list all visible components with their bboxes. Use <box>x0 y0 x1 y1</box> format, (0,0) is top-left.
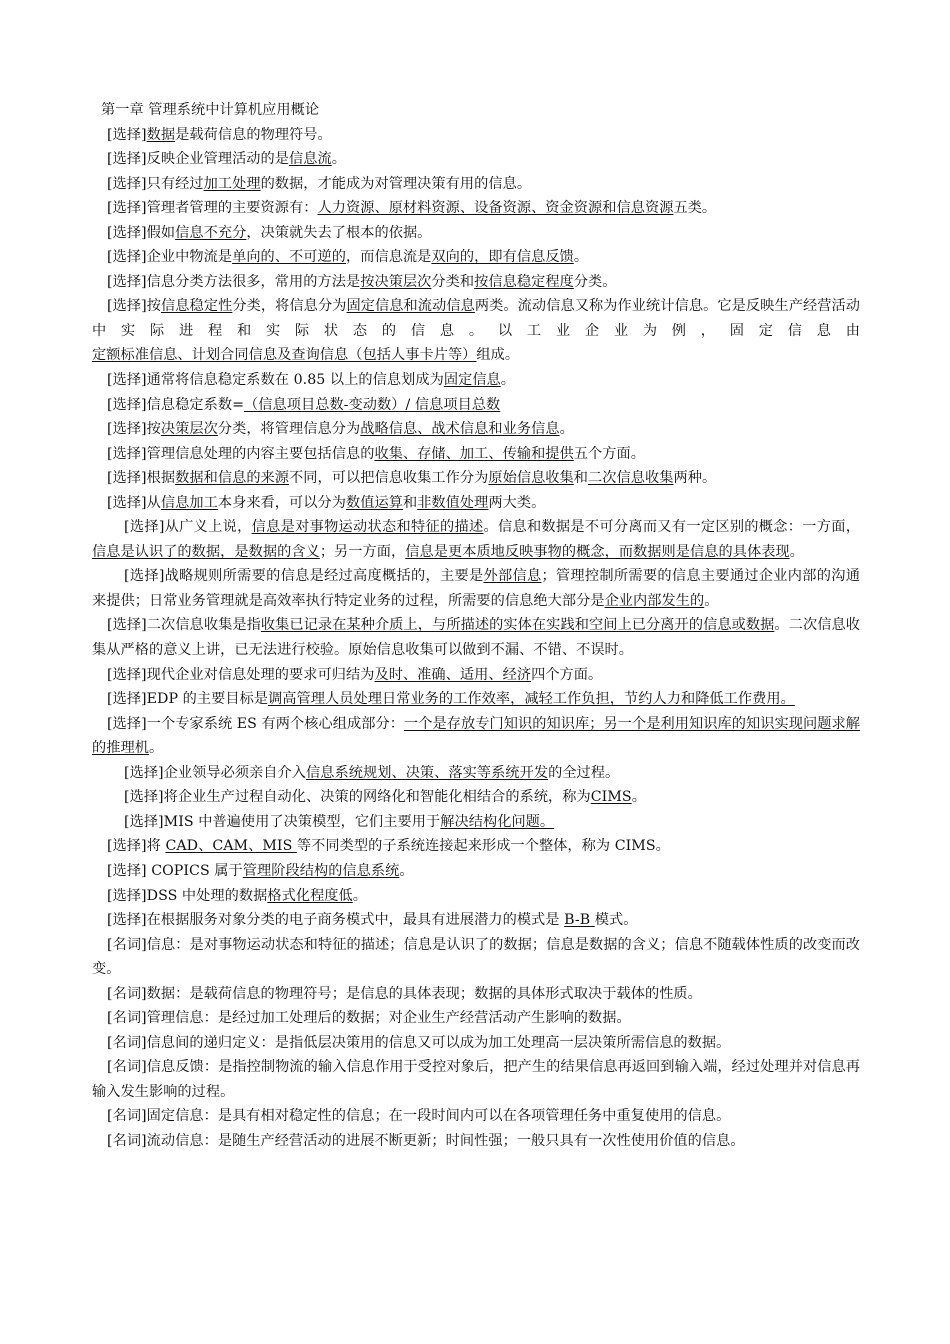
underlined-answer: 加工处理 <box>203 175 261 192</box>
text-run: [名词]信息反馈：是指控制物流的输入信息作用于受控对象后，把产生的结果信息再返回到输入端，经过处理并对信息再输入发生影响的过程。 <box>92 1059 860 1100</box>
paragraph <box>92 172 860 197</box>
text-run: [选择]管理者管理的主要资源有： <box>107 200 318 217</box>
text-run: [选择]信息分类方法很多，常用的方法是 <box>107 273 361 290</box>
paragraph <box>92 933 860 982</box>
text-run: 是载荷信息的物理符号。 <box>175 126 332 143</box>
text-run: [名词]流动信息：是随生产经营活动的进展不断更新；时间性强；一般只具有一次性使用价值的信息。 <box>107 1132 745 1149</box>
paragraph <box>92 515 860 564</box>
underlined-answer: 人力资源、原材料资源、设备资源、资金资源和信息资源 <box>317 200 674 217</box>
text-run: [选择]企业中物流是 <box>107 249 233 266</box>
underlined-answer: 收集已记录在某种介质上，与所描述的实体在实践和空间上已分离开的信息或数据 <box>260 617 775 634</box>
underlined-answer: 信息是认识了的数据，是数据的含义 <box>92 543 320 560</box>
text-run: 分类，将管理信息分为 <box>217 421 361 438</box>
chapter-title: 第一章 管理系统中计算机应用概论 <box>101 102 320 118</box>
text-run: [选择] <box>107 126 147 143</box>
text-run: [选择]信息稳定系数= <box>107 396 245 413</box>
text-run: 。 <box>573 249 589 266</box>
text-run: [选择]现代企业对信息处理的要求可归结为 <box>107 666 375 683</box>
paragraph <box>92 810 860 835</box>
underlined-answer: 及时、准确、适用、经济 <box>374 666 532 683</box>
text-run: [选择]假如 <box>107 224 176 241</box>
text-run: 组成。 <box>476 347 520 364</box>
paragraph <box>92 123 860 148</box>
text-run: 两大类。 <box>488 494 546 511</box>
text-run: 模式。 <box>594 912 638 929</box>
underlined-answer: 信息系统规划、决策、落实等系统开发 <box>306 764 549 781</box>
paragraph <box>92 712 860 761</box>
underlined-answer: CIMS <box>590 789 632 806</box>
paragraph <box>92 294 860 368</box>
underlined-answer: 解决结构化问题。 <box>440 813 555 830</box>
underlined-answer: B-B <box>564 912 595 929</box>
underlined-answer: 双向的，即有信息反馈 <box>431 249 574 266</box>
text-run: 。 <box>559 421 574 438</box>
text-run: 。 <box>399 862 414 879</box>
text-run: 等不同类型的子系统连接起来形成一个整体，称为 CIMS。 <box>296 838 670 855</box>
text-run: 分类，将信息分为 <box>232 298 347 315</box>
text-run: [选择]MIS 中普遍使用了决策模型，它们主要用于 <box>124 813 441 830</box>
paragraph <box>92 417 860 442</box>
document-body <box>92 123 860 1154</box>
paragraph <box>92 1104 860 1129</box>
paragraph <box>92 908 860 933</box>
paragraph <box>92 393 860 418</box>
text-run: [选择]战略规则所需要的信息是经过高度概括的，主要是 <box>124 568 484 585</box>
underlined-answer: 数值运算 <box>345 494 403 511</box>
underlined-answer: （信息项目总数-变动数）/ 信息项目总数 <box>244 396 501 413</box>
underlined-answer: 收集、存储、加工、传输和提供 <box>374 445 574 462</box>
paragraph <box>92 785 860 810</box>
text-run: ，而信息流是 <box>345 249 432 266</box>
text-run: [选择]按 <box>107 421 161 438</box>
underlined-answer: 格式化程度低 <box>267 887 353 904</box>
underlined-answer: 固定信息和流动信息 <box>346 298 475 315</box>
text-run: 。 <box>789 543 804 560</box>
underlined-answer: 数据 <box>146 126 176 143</box>
paragraph <box>92 859 860 884</box>
text-run: [选择]企业领导必须亲自介入 <box>124 764 307 781</box>
paragraph <box>92 687 860 712</box>
underlined-answer: 一个是存放专门知识的知识库；另一个是利用知识库的知识实现问题求解的推理机 <box>92 715 860 757</box>
paragraph <box>92 1006 860 1031</box>
underlined-answer: 定额标准信息、计划合同信息及查询信息（包括人事卡片等） <box>92 347 477 364</box>
paragraph <box>92 564 860 613</box>
text-run: [选择]根据 <box>107 470 176 487</box>
text-run: [选择]将企业生产过程自动化、决策的网络化和智能化相结合的系统，称为 <box>124 789 591 806</box>
text-run: [选择]反映企业管理活动的是 <box>107 151 290 168</box>
underlined-answer: 按决策层次 <box>360 273 432 290</box>
text-run: 和 <box>573 470 589 487</box>
text-run: 不同，可以把信息收集工作分为 <box>289 470 489 487</box>
text-run: 和 <box>402 494 418 511</box>
text-run: 本身来看，可以分为 <box>217 494 346 511</box>
paragraph <box>92 270 860 295</box>
paragraph <box>92 368 860 393</box>
underlined-answer: 数据和信息的来源 <box>175 470 290 487</box>
underlined-answer: 信息是对事物运动状态和特征的描述 <box>251 519 484 536</box>
underlined-answer: 信息是更本质地反映事物的概念，而数据则是信息的具体表现 <box>405 543 790 560</box>
text-run: 四个方面。 <box>531 666 603 683</box>
document-page <box>92 98 860 1154</box>
text-run: 。 <box>352 887 368 904</box>
paragraph <box>92 196 860 221</box>
text-run: 五个方面。 <box>573 445 645 462</box>
paragraph <box>92 884 860 909</box>
text-run: [选择]在根据服务对象分类的电子商务模式中，最具有进展潜力的模式是 <box>107 912 565 929</box>
text-run: 分类和 <box>431 273 475 290</box>
text-run: 的全过程。 <box>548 764 620 781</box>
text-run: 。二次信息收集从严格的意义上讲，已无法进行校验。原始信息收集可以做到不漏、不错、不误时。 <box>92 617 860 659</box>
text-run: [选择]通常将信息稳定系数在 0.85 以上的信息划成为 <box>107 372 444 389</box>
text-run: 两种。 <box>673 470 717 487</box>
paragraph <box>92 245 860 270</box>
text-run: ；管理控制所需要的信息主要通过企业内部的沟通来提供；日常业务管理就是高效率执行特定业务的过程，所需要的信息绝大部分是 <box>92 568 860 609</box>
text-run: 。 <box>500 372 516 389</box>
text-run: [选择]从 <box>107 494 161 511</box>
text-run: 分类。 <box>573 273 617 290</box>
text-run: [选择]只有经过 <box>107 175 204 192</box>
underlined-answer: 信息流 <box>289 151 332 168</box>
text-run: [名词]信息间的递归定义：是指低层决策用的信息又可以成为加工处理高一层决策所需信息的数据。 <box>107 1034 731 1051</box>
text-run: [选择]管理信息处理的内容主要包括信息的 <box>107 445 375 462</box>
underlined-answer: 企业内部发生的 <box>604 592 705 609</box>
text-run: [选择] COPICS 属于 <box>107 862 243 879</box>
text-run: [选择]从广义上说， <box>124 519 252 536</box>
underlined-answer: CAD、CAM、MIS <box>165 838 297 855</box>
text-run: 。信息和数据是不可分离而又有一定区别的概念：一方面， <box>483 519 860 536</box>
underlined-answer: 信息加工 <box>160 494 218 511</box>
underlined-answer: 战略信息、战术信息和业务信息 <box>360 421 560 438</box>
underlined-answer: 管理阶段结构的信息系统 <box>242 862 400 879</box>
paragraph <box>92 613 860 662</box>
text-run: 两类。流动信息又称为作业统计信息。它是反映生产经营活动中实际进程和实际状态的信息。以工业企业为例，固定信息由 <box>92 298 860 339</box>
paragraph <box>92 1055 860 1104</box>
underlined-answer: 外部信息 <box>483 568 542 585</box>
paragraph <box>92 221 860 246</box>
text-run: 的数据，才能成为对管理决策有用的信息。 <box>260 175 532 192</box>
underlined-answer: 固定信息 <box>443 372 501 389</box>
text-run: [名词]固定信息：是具有相对稳定性的信息；在一段时间内可以在各项管理任务中重复使用的信息。 <box>107 1108 731 1125</box>
text-run: [名词]信息：是对事物运动状态和特征的描述；信息是认识了的数据；信息是数据的含义；信息不随载体性质的改变而改变。 <box>92 936 860 978</box>
text-run: [名词]数据：是载荷信息的物理符号；是信息的具体表现；数据的具体形式取决于载体的性质。 <box>107 985 702 1002</box>
text-run: ；另一方面， <box>319 543 406 560</box>
text-run: [选择]一个专家系统 ES 有两个核心组成部分： <box>107 715 405 732</box>
underlined-answer: 二次信息收集 <box>588 470 674 487</box>
paragraph <box>92 491 860 516</box>
underlined-answer: 调高管理人员处理日常业务的工作效率，减轻工作负担，节约人力和降低工作费用。 <box>268 691 795 708</box>
text-run: ，决策就失去了根本的依据。 <box>246 224 432 241</box>
paragraph <box>92 442 860 467</box>
paragraph <box>92 834 860 859</box>
text-run: [选择]二次信息收集是指 <box>107 617 261 634</box>
underlined-answer: 按信息稳定程度 <box>474 273 574 290</box>
text-run: [选择]DSS 中处理的数据 <box>107 887 268 904</box>
paragraph <box>92 466 860 491</box>
underlined-answer: 信息不充分 <box>175 224 247 241</box>
text-run: [选择]将 <box>107 838 166 855</box>
text-run: [名词]管理信息：是经过加工处理后的数据；对企业生产经营活动产生影响的数据。 <box>107 1010 631 1027</box>
paragraph <box>92 1031 860 1056</box>
paragraph <box>92 761 860 786</box>
underlined-answer: 非数值处理 <box>417 494 489 511</box>
text-run: [选择]按 <box>107 298 162 315</box>
underlined-answer: 原始信息收集 <box>488 470 574 487</box>
text-run: 。 <box>331 151 346 168</box>
text-run: 。 <box>704 592 719 609</box>
underlined-answer: 决策层次 <box>160 421 218 438</box>
paragraph <box>92 1129 860 1154</box>
text-run: 五类。 <box>673 200 717 217</box>
underlined-answer: 信息稳定性 <box>161 298 233 315</box>
paragraph <box>92 147 860 172</box>
underlined-answer: 单向的、不可逆的 <box>232 249 346 266</box>
text-run: [选择]EDP 的主要目标是 <box>107 691 269 708</box>
paragraph <box>92 663 860 688</box>
paragraph <box>92 982 860 1007</box>
text-run: 。 <box>631 789 646 806</box>
text-run: 。 <box>148 740 164 757</box>
